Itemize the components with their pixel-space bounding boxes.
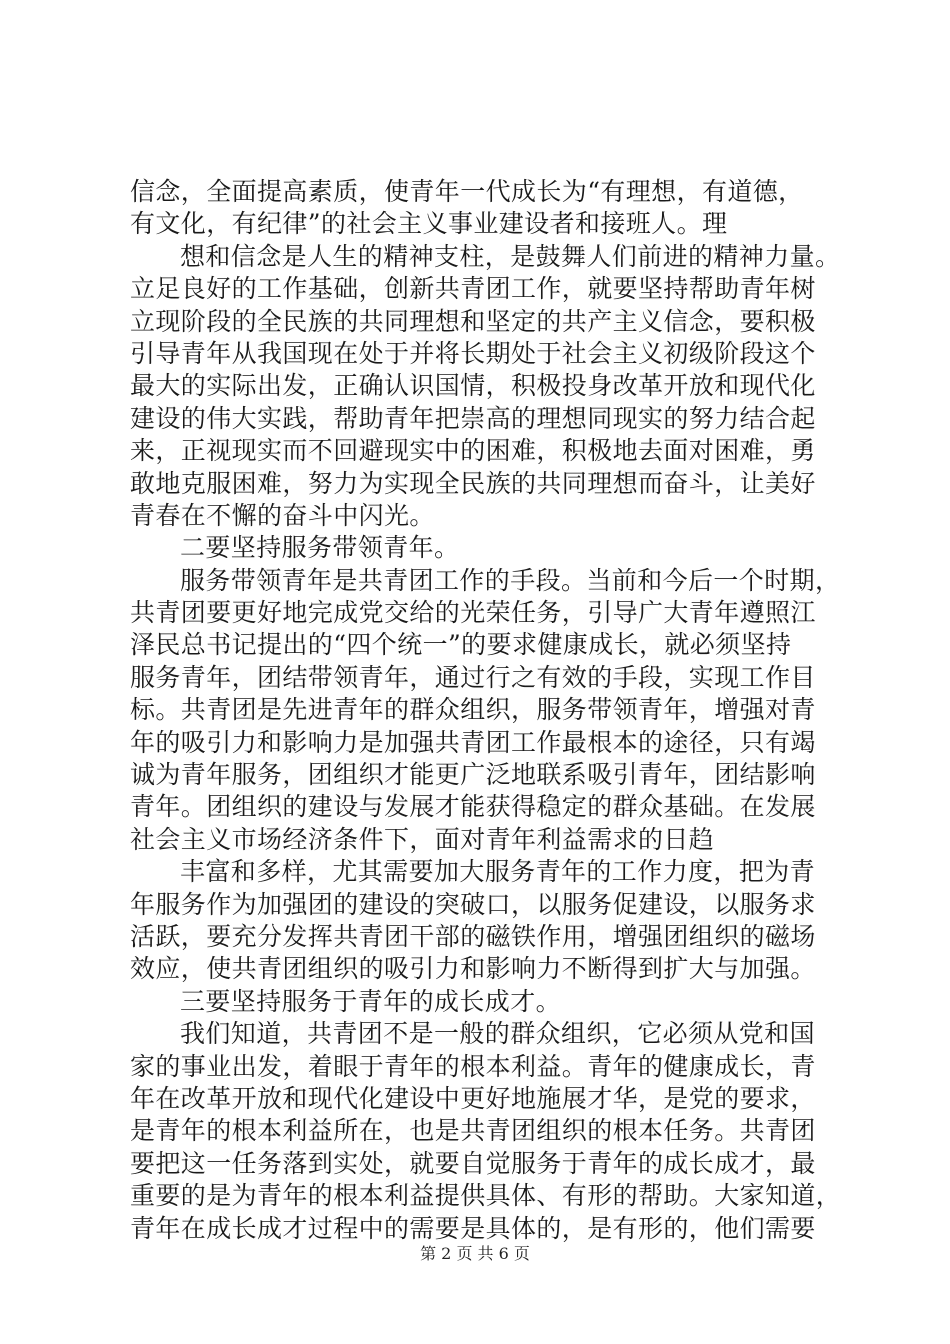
text-line-4: 立足良好的工作基础，创新共青团工作，就要坚持帮助青年树 — [130, 274, 816, 304]
text-line-25: 效应，使共青团组织的吸引力和影响力不断得到扩大与加强。 — [130, 954, 816, 984]
text-line-14: 共青团要更好地完成党交给的光荣任务，引导广大青年遵照江 — [130, 598, 816, 628]
text-line-17: 标。共青团是先进青年的群众组织，服务带领青年，增强对青 — [130, 695, 816, 725]
text-line-20: 青年。团组织的建设与发展才能获得稳定的群众基础。在发展 — [130, 792, 816, 822]
text-line-29: 年在改革开放和现代化建设中更好地施展才华，是党的要求， — [130, 1083, 816, 1113]
text-line-31: 要把这一任务落到实处，就要自觉服务于青年的成长成才，最 — [130, 1148, 816, 1178]
text-line-15: 泽民总书记提出的“四个统一”的要求健康成长，就必须坚持 — [130, 630, 792, 660]
text-line-33: 青年在成长成才过程中的需要是具体的，是有形的，他们需要 — [130, 1213, 816, 1243]
text-line-32: 重要的是为青年的根本利益提供具体、有形的帮助。大家知道， — [130, 1181, 842, 1211]
text-line-3: 想和信念是人生的精神支柱，是鼓舞人们前进的精神力量。 — [180, 241, 841, 271]
text-line-21: 社会主义市场经济条件下，面对青年利益需求的日趋 — [130, 824, 715, 854]
text-line-27: 我们知道，共青团不是一般的群众组织，它必须从党和国 — [180, 1019, 816, 1049]
document-body — [130, 176, 842, 1245]
text-line-7: 最大的实际出发，正确认识国情，积极投身改革开放和现代化 — [130, 371, 816, 401]
text-line-18: 年的吸引力和影响力是加强共青团工作最根本的途径，只有竭 — [130, 727, 816, 757]
text-line-8: 建设的伟大实践，帮助青年把崇高的理想同现实的努力结合起 — [130, 403, 816, 433]
text-line-6: 引导青年从我国现在处于并将长期处于社会主义初级阶段这个 — [130, 338, 816, 368]
section-heading-3: 三要坚持服务于青年的成长成才。 — [180, 986, 562, 1016]
text-line-5: 立现阶段的全民族的共同理想和坚定的共产主义信念，要积极 — [130, 306, 816, 336]
text-line-23: 年服务作为加强团的建设的突破口，以服务促建设，以服务求 — [130, 889, 816, 919]
text-line-24: 活跃，要充分发挥共青团干部的磁铁作用，增强团组织的磁场 — [130, 921, 816, 951]
text-line-13: 服务带领青年是共青团工作的手段。当前和今后一个时期， — [180, 565, 841, 595]
page-number-footer: 第 2 页 共 6 页 — [420, 1244, 530, 1263]
text-line-19: 诚为青年服务，团组织才能更广泛地联系吸引青年，团结影响 — [130, 760, 816, 790]
text-line-9: 来，正视现实而不回避现实中的困难，积极地去面对困难，勇 — [130, 436, 816, 466]
text-line-1: 信念，全面提高素质，使青年一代成长为“有理想，有道德， — [130, 177, 804, 206]
text-line-16: 服务青年，团结带领青年，通过行之有效的手段，实现工作目 — [130, 662, 816, 692]
text-line-30: 是青年的根本利益所在，也是共青团组织的根本任务。共青团 — [130, 1116, 816, 1146]
text-line-28: 家的事业出发，着眼于青年的根本利益。青年的健康成长，青 — [130, 1051, 816, 1081]
text-line-22: 丰富和多样，尤其需要加大服务青年的工作力度，把为青 — [180, 857, 816, 887]
section-heading-2: 二要坚持服务带领青年。 — [180, 533, 460, 563]
text-line-11: 青春在不懈的奋斗中闪光。 — [130, 500, 435, 530]
text-line-10: 敢地克服困难，努力为实现全民族的共同理想而奋斗，让美好 — [130, 468, 816, 498]
text-line-2: 有文化，有纪律”的社会主义事业建设者和接班人。理 — [130, 209, 728, 239]
